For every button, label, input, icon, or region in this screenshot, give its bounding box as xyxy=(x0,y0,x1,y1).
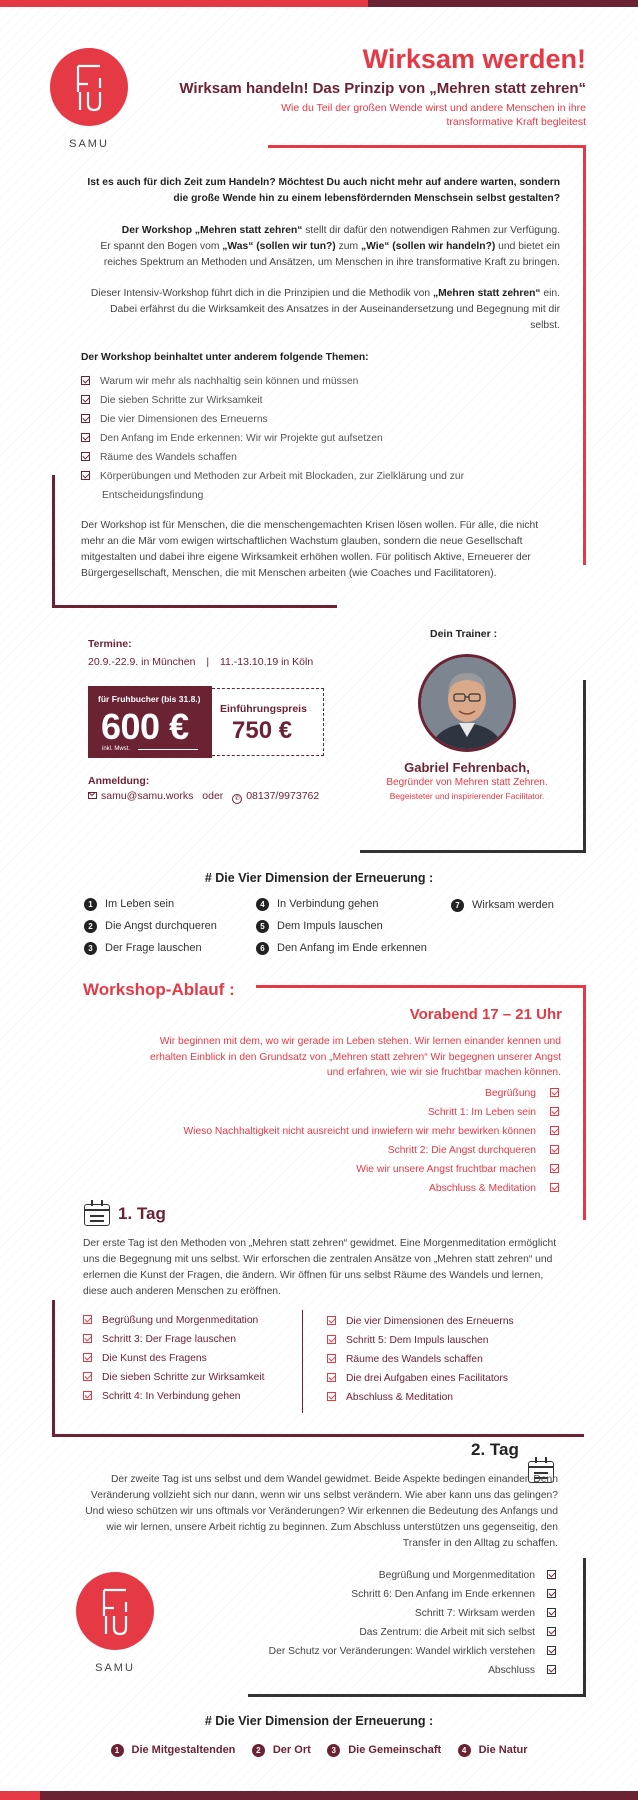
list-item xyxy=(269,1608,556,1627)
p1-text-d: und bietet ein reiches Spektrum an Methoden und Ansätzen, um Menschen in ihre transformative Kraft zu bringen. xyxy=(103,241,560,268)
vorabend-text: Wir beginnen mit dem, wo wir gerade im Leben stehen. Wir lernen einander kennen und erhalten Einblick in den Grundsatz von „Mehren statt zehren“ Wir begegnen unserer Angst und erfahren, wie wir sie fruchtbar machen können. xyxy=(150,1036,561,1078)
dimension-item xyxy=(84,942,217,964)
logo-circle xyxy=(50,48,128,126)
theme-label: Räume des Wandels schaffen xyxy=(100,452,237,463)
checkbox-icon xyxy=(550,1107,559,1116)
termin-2: 11.-13.10.19 in Köln xyxy=(219,656,314,668)
ablauf-heading: Workshop-Ablauf : xyxy=(83,980,235,999)
checkbox-icon xyxy=(83,1391,92,1400)
list-item xyxy=(83,1315,265,1334)
number-badge: 4 xyxy=(256,898,269,911)
list-item xyxy=(269,1627,556,1646)
tag1-list-left xyxy=(83,1315,265,1410)
number-badge: 1 xyxy=(84,898,97,911)
anmeldung-contact xyxy=(88,790,319,804)
dimensions-col-2 xyxy=(256,898,427,964)
themes-list xyxy=(81,376,464,509)
dimension-label: Dem Impuls lauschen xyxy=(277,920,383,932)
p1-text-c: zum xyxy=(335,241,361,252)
calendar-icon xyxy=(84,1204,110,1226)
intro-question: Ist es auch für dich Zeit zum Handeln? Möchtest Du auch nicht mehr auf andere warten, sondern die große Wende hin zu einem lebensfördernden Menschsein selbst gestalten? xyxy=(87,177,560,204)
item-label: Abschluss & Meditation xyxy=(428,1183,536,1194)
checkbox-icon xyxy=(547,1589,556,1598)
dimension-label: In Verbindung gehen xyxy=(277,898,379,910)
list-item xyxy=(183,1088,559,1107)
dimension-label: Der Frage lauschen xyxy=(105,942,202,954)
tag1-frame-bottom xyxy=(52,1434,584,1437)
tag2-text: Der zweite Tag ist uns selbst und dem Wandel gewidmet. Beide Aspekte bedingen einander. Denn Veränderung vollzieht sich nur dann, wenn wir uns selbst verändern. Wie aber kann uns das gelingen? Und wieso schützen wir uns oftmals vor Veränderungen? Wir erkennen die Bedeutung des Anfangs und wie wir lernen, unsere Arbeit richtig zu beginnen. Zum Abschluss unterstützen uns gegenseitig, den Transfer in den Alltag zu schaffen. xyxy=(85,1474,558,1549)
list-item xyxy=(83,1372,265,1391)
frame-left-line xyxy=(52,475,55,607)
item-label: Schritt 1: Im Leben sein xyxy=(427,1107,536,1118)
vorabend-list xyxy=(183,1088,559,1202)
checkbox-icon xyxy=(81,452,90,461)
ablauf-frame-top xyxy=(256,985,586,988)
item-label: Begrüßung und Morgenmeditation xyxy=(102,1315,259,1326)
dimension-item xyxy=(252,1744,311,1756)
or-text: oder xyxy=(202,790,224,802)
checkbox-icon xyxy=(81,471,90,480)
vorabend-title: Vorabend 17 – 21 Uhr xyxy=(409,1006,562,1023)
trainer-frame-bottom xyxy=(360,850,586,853)
dimension-label: Im Leben sein xyxy=(105,898,175,910)
termin-1: 20.9.-22.9. in München xyxy=(88,656,196,668)
number-badge: 1 xyxy=(111,1744,124,1757)
dimension-item xyxy=(458,1744,528,1756)
tag1-list-right xyxy=(327,1316,514,1411)
theme-label: Die vier Dimensionen des Erneuerns xyxy=(100,414,268,425)
item-label: Schritt 2: Die Angst durchqueren xyxy=(387,1145,536,1156)
item-label: Die sieben Schritte zur Wirksamkeit xyxy=(102,1372,265,1383)
item-label: Die drei Aufgaben eines Facilitators xyxy=(346,1373,508,1384)
dimension-item xyxy=(256,920,427,942)
p2-text-b: ein. Dabei erfährst du die Wirksamkeit des Ansatzes in der Auseinandersetzung und Begegnung mit dir selbst. xyxy=(110,288,560,331)
checkbox-icon xyxy=(327,1373,336,1382)
item-label: Abschluss & Meditation xyxy=(346,1392,454,1403)
phone-link[interactable]: 08137/9973762 xyxy=(246,790,320,802)
dimension-label: Den Anfang im Ende erkennen xyxy=(277,942,427,954)
p1-bold: Der Workshop „Mehren statt zehren“ xyxy=(121,225,303,236)
frame-right-line xyxy=(583,145,586,565)
logo-circle xyxy=(76,1572,154,1650)
p1-wie: „Wie“ (sollen wir handeln?) xyxy=(360,241,496,252)
dimension-label: Die Mitgestaltenden xyxy=(131,1744,236,1756)
item-label: Begrüßung und Morgenmeditation xyxy=(378,1570,535,1581)
checkbox-icon xyxy=(547,1665,556,1674)
list-item xyxy=(269,1570,556,1589)
dimension-item xyxy=(327,1744,441,1756)
checkbox-icon xyxy=(547,1570,556,1579)
anmeldung-label: Anmeldung: xyxy=(88,775,150,787)
checkbox-icon xyxy=(327,1354,336,1363)
checkbox-icon xyxy=(81,376,90,385)
p1-was: „Was“ (sollen wir tun?) xyxy=(222,241,336,252)
trainer-label: Dein Trainer : xyxy=(430,628,498,640)
themes-heading: Der Workshop beinhaltet unter anderem folgende Themen: xyxy=(81,352,369,363)
list-item-continued xyxy=(81,490,464,509)
item-label: Das Zentrum: die Arbeit mit sich selbst xyxy=(359,1627,535,1638)
dimension-item xyxy=(256,942,427,964)
p2-bold: „Mehren statt zehren“ xyxy=(432,288,541,299)
theme-label: Die sieben Schritte zur Wirksamkeit xyxy=(100,395,263,406)
item-label: Die vier Dimensionen des Erneuerns xyxy=(346,1316,514,1327)
early-bird-price-box xyxy=(88,686,212,758)
dimension-item xyxy=(451,899,554,921)
list-item xyxy=(183,1145,559,1164)
list-item xyxy=(269,1665,556,1684)
tag2-frame-bottom xyxy=(248,1694,586,1697)
checkbox-icon xyxy=(327,1392,336,1401)
tag1-text: Der erste Tag ist den Methoden von „Mehren statt zehren“ gewidmet. Eine Morgenmeditation ermöglicht uns die Begegnung mit uns selbst. Wir erforschen die zentralen Ansätze von „Mehren statt zehren“ und erlernen die Kunst der Fragen, die ändern. Wir öffnen für uns selbst Räume des Wandels und lernen, diese auch anderen Menschen zu eröffnen. xyxy=(83,1238,557,1297)
list-item xyxy=(81,471,464,490)
list-item xyxy=(81,414,464,433)
trainer-name: Gabriel Fehrenbach, xyxy=(404,760,530,775)
item-label: Begrüßung xyxy=(485,1088,536,1099)
mail-icon xyxy=(88,792,97,799)
dimension-label: Die Angst durchqueren xyxy=(105,920,217,932)
tag2-frame-right xyxy=(583,1558,586,1696)
page-subtitle: Wirksam handeln! Das Prinzip von „Mehren statt zehren“ xyxy=(179,80,586,97)
tag1-title: 1. Tag xyxy=(118,1204,166,1223)
checkbox-icon xyxy=(550,1183,559,1192)
checkbox-icon xyxy=(550,1126,559,1135)
number-badge: 3 xyxy=(327,1744,340,1757)
list-item xyxy=(183,1183,559,1202)
number-badge: 2 xyxy=(252,1744,265,1757)
checkbox-icon xyxy=(83,1334,92,1343)
list-item xyxy=(81,395,464,414)
dimensions-col-1 xyxy=(84,898,217,964)
logo-mark-icon xyxy=(50,48,128,126)
checkbox-icon xyxy=(81,395,90,404)
early-bird-note: inkl. Mwst. xyxy=(102,746,131,752)
checkbox-icon xyxy=(547,1608,556,1617)
theme-label: Den Anfang im Ende erkennen: Wir wir Projekte gut aufsetzen xyxy=(100,433,383,444)
p1-text-b: Er spannt den Bogen vom xyxy=(100,241,223,252)
top-bar-accent xyxy=(368,0,638,7)
dimension-item xyxy=(84,898,217,920)
logo-mark-icon xyxy=(76,1572,154,1650)
ablauf-frame-right xyxy=(583,985,586,1220)
item-label: Abschluss xyxy=(488,1665,535,1676)
item-label: Wie wir unsere Angst fruchtbar machen xyxy=(356,1164,536,1175)
intro-price-label: Einführungspreis xyxy=(220,703,307,715)
item-label: Schritt 3: Der Frage lauschen xyxy=(102,1334,236,1345)
dimension-label: Wirksam werden xyxy=(472,899,554,911)
number-badge: 5 xyxy=(256,920,269,933)
list-item xyxy=(269,1589,556,1608)
termine-dates xyxy=(88,656,313,668)
checkbox-icon xyxy=(83,1353,92,1362)
early-bird-price: 600 € xyxy=(101,706,189,747)
checkbox-icon xyxy=(83,1372,92,1381)
dimensions-heading: # Die Vier Dimension der Erneuerung : xyxy=(204,871,434,885)
termin-separator: | xyxy=(206,656,210,668)
checkbox-icon xyxy=(81,433,90,442)
item-label: Schritt 4: In Verbindung gehen xyxy=(102,1391,241,1402)
intro-price-box xyxy=(212,688,324,756)
price-underline xyxy=(138,749,198,750)
checkbox-icon xyxy=(550,1164,559,1173)
tag2-title: 2. Tag xyxy=(471,1440,519,1459)
checkbox-icon xyxy=(81,414,90,423)
theme-label: Entscheidungsfindung xyxy=(102,490,204,501)
samu-logo xyxy=(50,48,128,150)
dimensions-col-3 xyxy=(451,899,554,921)
intro-price: 750 € xyxy=(232,717,293,744)
list-item xyxy=(83,1334,265,1353)
list-item xyxy=(327,1335,514,1354)
termine-label: Termine: xyxy=(88,638,132,650)
dimensions2-row xyxy=(0,1740,638,1758)
list-item xyxy=(327,1392,514,1411)
list-item xyxy=(327,1354,514,1373)
checkbox-icon xyxy=(327,1316,336,1325)
list-item xyxy=(183,1164,559,1183)
tag1-divider xyxy=(302,1310,303,1413)
dimensions2-heading: # Die Vier Dimension der Erneuerung : xyxy=(204,1714,434,1728)
checkbox-icon xyxy=(550,1088,559,1097)
tag1-frame-left xyxy=(52,1300,55,1436)
list-item xyxy=(269,1646,556,1665)
dimension-item xyxy=(256,898,427,920)
trainer-photo xyxy=(418,654,516,752)
number-badge: 4 xyxy=(458,1744,471,1757)
logo-text: SAMU xyxy=(95,1662,135,1674)
bottom-bar-accent xyxy=(0,1791,40,1800)
item-label: Wieso Nachhaltigkeit nicht ausreicht und inwiefern wir mehr bewirken können xyxy=(183,1126,536,1137)
checkbox-icon xyxy=(550,1145,559,1154)
logo-text: SAMU xyxy=(69,138,109,150)
list-item xyxy=(327,1373,514,1392)
number-badge: 6 xyxy=(256,942,269,955)
p1-text-a: stellt dir dafür den notwendigen Rahmen zur Verfügung. xyxy=(302,225,560,236)
list-item xyxy=(81,452,464,471)
phone-icon: ✆ xyxy=(232,794,242,804)
number-badge: 7 xyxy=(451,899,464,912)
dimension-item xyxy=(84,920,217,942)
checkbox-icon xyxy=(547,1627,556,1636)
theme-label: Körperübungen und Methoden zur Arbeit mit Blockaden, zur Zielklärung und zur xyxy=(100,471,465,482)
item-label: Schritt 5: Dem Impuls lauschen xyxy=(346,1335,489,1346)
frame-bottom-line xyxy=(52,605,337,608)
item-label: Schritt 6: Den Anfang im Ende erkennen xyxy=(351,1589,535,1600)
trainer-desc: Begeisteter und inspirierender Facilitator. xyxy=(389,791,545,801)
p2-text-a: Dieser Intensiv-Workshop führt dich in die Prinzipien und die Methodik von xyxy=(90,288,433,299)
item-label: Der Schutz vor Veränderungen: Wandel wirklich verstehen xyxy=(268,1646,535,1657)
item-label: Die Kunst des Fragens xyxy=(102,1353,207,1364)
bottom-bar xyxy=(0,1791,638,1800)
list-item xyxy=(327,1316,514,1335)
trainer-portrait-image xyxy=(421,657,513,749)
frame-top-line xyxy=(268,145,586,148)
email-link[interactable]: samu@samu.works xyxy=(101,790,194,802)
dimension-label: Die Gemeinschaft xyxy=(348,1744,442,1756)
list-item xyxy=(83,1391,265,1410)
early-bird-label: für Fruhbucher (bis 31.8.) xyxy=(98,694,201,704)
tag2-list xyxy=(269,1570,556,1684)
audience-paragraph: Der Workshop ist für Menschen, die die menschengemachten Krisen lösen wollen. Für alle, die nicht mehr an die Mär vom ewigen wirtschaftlichen Wachstum glauben, sondern die neue Gesellschaft mitgestalten und dabei ihre eigene Wirksamkeit erhöhen wollen. Für politisch Aktive, Erneuerer der Bürgergesellschaft, Menschen, die mit Menschen arbeiten (wie Coaches und Facilitatoren). xyxy=(81,520,539,579)
page-tagline: Wie du Teil der großen Wende wirst und andere Menschen in ihre transformative Kraft begleitest xyxy=(281,102,586,128)
dimension-label: Der Ort xyxy=(272,1744,311,1756)
checkbox-icon xyxy=(547,1646,556,1655)
number-badge: 3 xyxy=(84,942,97,955)
list-item xyxy=(81,376,464,395)
page-title: Wirksam werden! xyxy=(362,44,586,74)
number-badge: 2 xyxy=(84,920,97,933)
list-item xyxy=(183,1107,559,1126)
dimension-item xyxy=(111,1744,236,1756)
intro-paragraph-1 xyxy=(80,223,560,271)
intro-paragraph-2 xyxy=(80,286,560,334)
checkbox-icon xyxy=(83,1315,92,1324)
trainer-role: Begründer von Mehren statt Zehren. xyxy=(386,777,548,788)
item-label: Schritt 7: Wirksam werden xyxy=(414,1608,535,1619)
checkbox-icon xyxy=(327,1335,336,1344)
samu-logo-bottom xyxy=(76,1572,154,1674)
item-label: Räume des Wandels schaffen xyxy=(346,1354,483,1365)
list-item xyxy=(81,433,464,452)
theme-label: Warum wir mehr als nachhaltig sein können und müssen xyxy=(100,376,359,387)
trainer-frame-right xyxy=(583,680,586,852)
list-item xyxy=(83,1353,265,1372)
list-item xyxy=(183,1126,559,1145)
dimension-label: Die Natur xyxy=(478,1744,528,1756)
